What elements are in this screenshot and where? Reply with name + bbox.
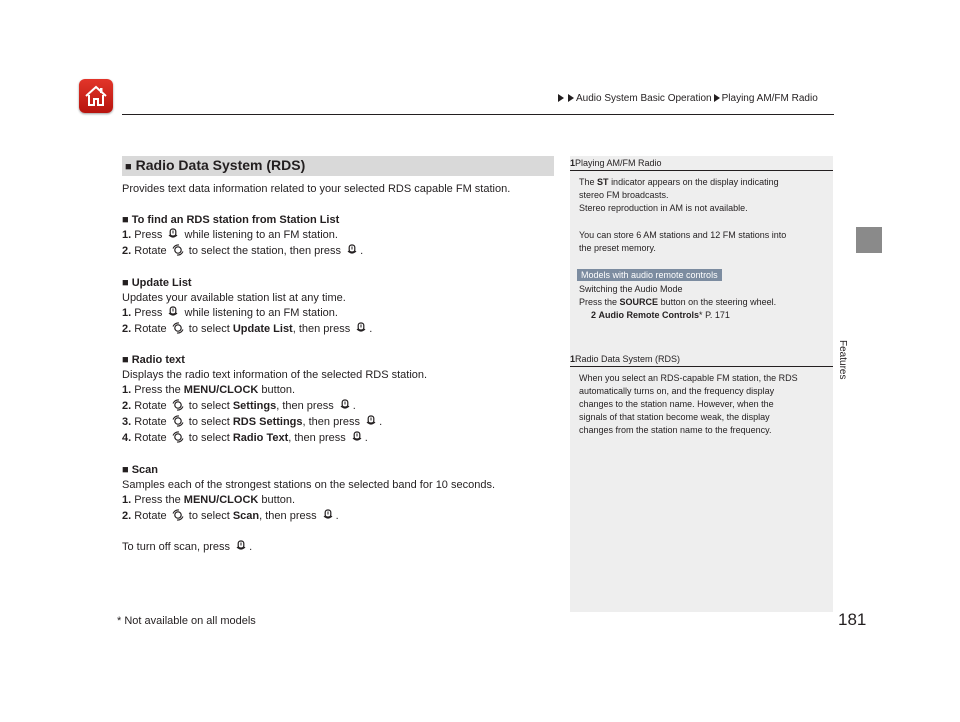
home-icon	[84, 84, 108, 108]
radiotext-step-3: 3. Rotate to select RDS Settings, then press .	[122, 416, 383, 428]
selector-knob-icon	[172, 244, 184, 256]
update-description: Updates your available station list at any time.	[122, 292, 346, 304]
model-applicability-badge: Models with audio remote controls	[577, 269, 722, 281]
scan-off-instruction: To turn off scan, press .	[122, 541, 253, 553]
scan-description: Samples each of the strongest stations on the selected band for 10 seconds.	[122, 479, 496, 491]
enter-knob-icon	[365, 415, 377, 427]
find-step-1: 1. Press while listening to an FM station.	[122, 229, 338, 241]
cross-reference-link[interactable]: 2 Audio Remote Controls* P. 171	[591, 310, 730, 320]
section-intro: Provides text data information related to your selected RDS capable FM station.	[122, 183, 511, 195]
selector-knob-icon	[172, 509, 184, 521]
subheading-update-list: ■ Update List	[122, 277, 192, 289]
note-text: The ST indicator appears on the display indicating	[579, 177, 779, 187]
enter-knob-icon	[346, 244, 358, 256]
scan-step-2: 2. Rotate to select Scan, then press .	[122, 510, 339, 522]
note-title: 1Playing AM/FM Radio	[570, 158, 662, 168]
footnote: * Not available on all models	[117, 615, 256, 627]
header-divider	[122, 114, 834, 115]
chapter-tab-marker[interactable]	[856, 227, 882, 253]
selector-knob-icon	[172, 399, 184, 411]
chevron-right-icon	[714, 94, 720, 102]
square-bullet-icon: ■	[122, 464, 132, 476]
home-button[interactable]	[79, 79, 113, 113]
update-step-1: 1. Press while listening to an FM station.	[122, 307, 338, 319]
chevron-right-icon	[558, 94, 564, 102]
note-text: Stereo reproduction in AM is not available.	[579, 203, 748, 213]
enter-knob-icon	[355, 322, 367, 334]
enter-knob-icon	[322, 509, 334, 521]
selector-knob-icon	[172, 431, 184, 443]
note-divider	[570, 366, 833, 367]
radiotext-description: Displays the radio text information of the selected RDS station.	[122, 369, 428, 381]
page-number: 181	[838, 610, 867, 629]
radiotext-step-2: 2. Rotate to select Settings, then press .	[122, 400, 356, 412]
section-title: ■ Radio Data System (RDS)	[125, 157, 306, 173]
subheading-radio-text: ■ Radio text	[122, 354, 185, 366]
subheading-find-station: ■ To find an RDS station from Station List	[122, 214, 340, 226]
find-step-2: 2. Rotate to select the station, then press .	[122, 245, 364, 257]
square-bullet-icon: ■	[122, 214, 132, 226]
breadcrumb-item[interactable]: Playing AM/FM Radio	[721, 93, 818, 104]
note-text: You can store 6 AM stations and 12 FM stations into	[579, 230, 787, 240]
note-text: stereo FM broadcasts.	[579, 190, 669, 200]
selector-knob-icon	[172, 322, 184, 334]
note-text: automatically turns on, and the frequency display	[579, 386, 775, 396]
square-bullet-icon: ■	[122, 277, 132, 289]
enter-knob-icon	[235, 540, 247, 552]
selector-knob-icon	[172, 415, 184, 427]
chapter-tab-label: Features	[837, 340, 848, 380]
enter-knob-icon	[167, 228, 179, 240]
note-text: signals of that station become weak, the display	[579, 412, 770, 422]
enter-knob-icon	[339, 399, 351, 411]
chevron-right-icon	[568, 94, 574, 102]
square-bullet-icon: ■	[122, 354, 132, 366]
note-text: changes to the station name. However, when the	[579, 399, 774, 409]
breadcrumb	[556, 93, 818, 104]
subheading-scan: ■ Scan	[122, 464, 158, 476]
enter-knob-icon	[167, 306, 179, 318]
radiotext-step-4: 4. Rotate to select Radio Text, then press .	[122, 432, 368, 444]
breadcrumb-item[interactable]: Audio System Basic Operation	[576, 93, 712, 104]
note-text: Press the SOURCE button on the steering wheel.	[579, 297, 777, 307]
note-text: changes from the station name to the frequency.	[579, 425, 772, 435]
enter-knob-icon	[351, 431, 363, 443]
update-step-2: 2. Rotate to select Update List, then press .	[122, 323, 373, 335]
scan-step-1: 1. Press the MENU/CLOCK button.	[122, 494, 296, 506]
note-title: 1Radio Data System (RDS)	[570, 354, 681, 364]
note-text: When you select an RDS-capable FM station, the RDS	[579, 373, 798, 383]
note-text: Switching the Audio Mode	[579, 284, 683, 294]
note-divider	[570, 170, 833, 171]
radiotext-step-1: 1. Press the MENU/CLOCK button.	[122, 384, 296, 396]
note-text: the preset memory.	[579, 243, 656, 253]
square-bullet-icon: ■	[125, 161, 132, 173]
